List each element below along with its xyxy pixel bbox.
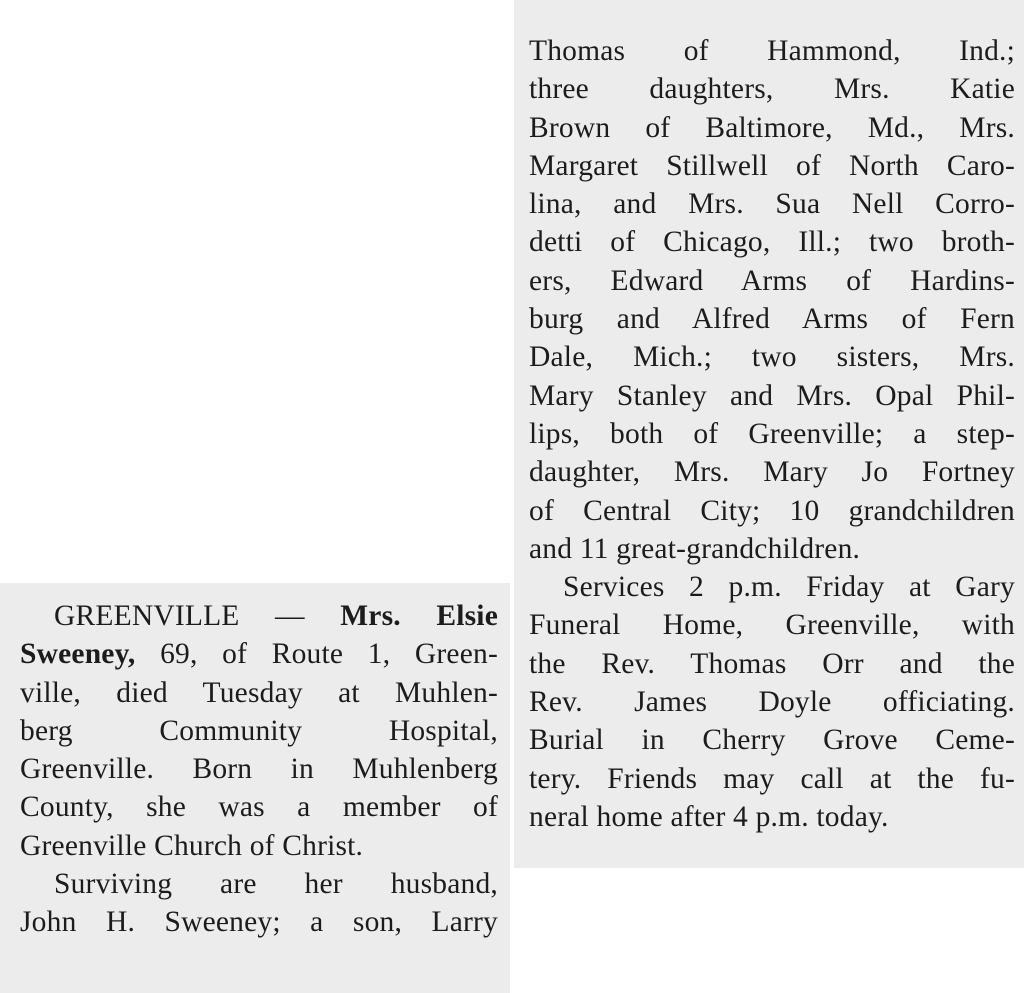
text-line: lina, and Mrs. Sua Nell Corro- xyxy=(529,188,1015,221)
text-line: Services 2 p.m. Friday at Gary xyxy=(563,571,1015,604)
text-span: 69, of Route 1, Green- xyxy=(135,638,498,671)
clipping-right-column xyxy=(514,0,1024,868)
text-line: County, she was a member of xyxy=(20,791,498,824)
text-line: Mary Stanley and Mrs. Opal Phil- xyxy=(529,379,1015,412)
text-line: tery. Friends may call at the fu- xyxy=(529,762,1015,795)
deceased-name-part1: Mrs. Elsie xyxy=(340,600,498,632)
clipping-left-column xyxy=(0,583,510,993)
text-line: and 11 great-grandchildren. xyxy=(529,532,861,565)
text-line: lips, both of Greenville; a step- xyxy=(529,417,1015,450)
text-line: Greenville. Born in Muhlenberg xyxy=(20,753,498,786)
text-line: detti of Chicago, Ill.; two broth- xyxy=(529,226,1015,259)
text-line: of Central City; 10 grandchildren xyxy=(529,494,1015,527)
text-line: three daughters, Mrs. Katie xyxy=(529,73,1015,106)
deceased-name-part2: Sweeney, xyxy=(20,638,136,671)
text-line: Greenville Church of Christ. xyxy=(20,829,364,862)
text-line: Burial in Cherry Grove Ceme- xyxy=(529,724,1015,757)
text-line: the Rev. Thomas Orr and the xyxy=(529,647,1015,680)
text-line: daughter, Mrs. Mary Jo Fortney xyxy=(529,456,1015,489)
dateline: GREENVILLE — xyxy=(54,600,341,632)
text-line: burg and Alfred Arms of Fern xyxy=(529,303,1015,336)
text-line: Margaret Stillwell of North Caro- xyxy=(529,149,1015,182)
text-line xyxy=(20,597,498,635)
text-line: Dale, Mich.; two sisters, Mrs. xyxy=(529,341,1015,374)
text-line: berg Community Hospital, xyxy=(20,714,498,747)
text-line: ville, died Tuesday at Muhlen- xyxy=(20,676,498,709)
text-line: Rev. James Doyle officiating. xyxy=(529,686,1015,719)
text-line: Funeral Home, Greenville, with xyxy=(529,609,1015,642)
text-line xyxy=(20,635,498,673)
text-line: Surviving are her husband, xyxy=(54,868,498,901)
text-line: John H. Sweeney; a son, Larry xyxy=(20,906,498,939)
text-line: Thomas of Hammond, Ind.; xyxy=(529,35,1015,67)
text-line: ers, Edward Arms of Hardins- xyxy=(529,264,1015,297)
obituary-text-left xyxy=(20,597,498,942)
text-line: Brown of Baltimore, Md., Mrs. xyxy=(529,111,1015,144)
text-line: neral home after 4 p.m. today. xyxy=(529,800,889,833)
obituary-text-right xyxy=(529,32,1015,836)
